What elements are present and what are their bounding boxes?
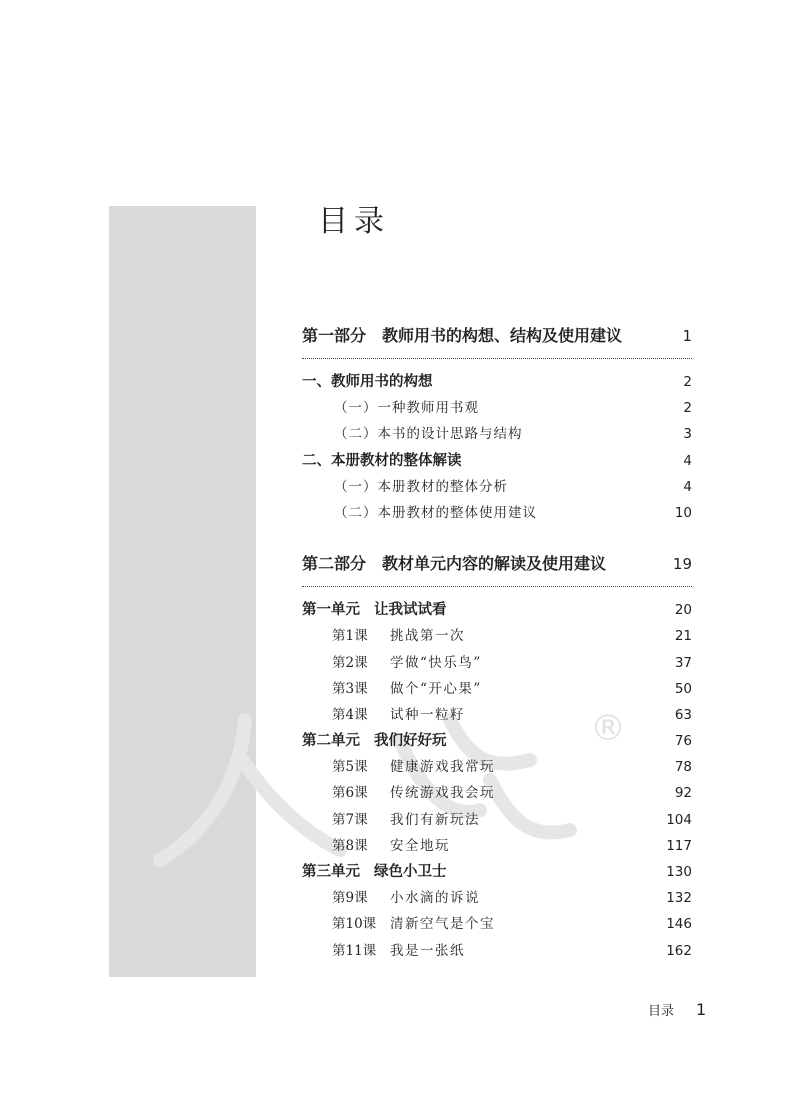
unit-label: 第三单元 [302,863,360,880]
part-label: 第二部分 [302,554,367,574]
lesson-title: 我是一张纸 [390,942,465,959]
toc-entry[interactable] [302,448,692,474]
entry-page: 4 [683,452,692,469]
toc-entry[interactable] [302,500,692,526]
entry-page: 130 [666,864,692,880]
toc-lesson[interactable] [302,780,692,806]
unit-label: 第一单元 [302,601,360,619]
toc-lesson[interactable] [302,623,692,649]
part-heading [302,320,622,352]
entry-page: 92 [674,785,692,802]
entry-page: 20 [674,602,692,619]
side-gray-band [109,206,256,977]
toc-unit[interactable] [302,728,692,754]
footer-page-number: 1 [696,1000,707,1019]
lesson-label: 第4课 [332,706,368,723]
toc-entry[interactable] [302,369,692,395]
lesson-label: 第1课 [332,628,368,645]
lesson-title: 试种一粒籽 [390,706,465,723]
toc-entry[interactable] [302,421,692,447]
part-page: 19 [672,555,692,574]
unit-title: 我们好好玩 [374,732,447,750]
part-title: 教材单元内容的解读及使用建议 [382,554,607,574]
lesson-title: 安全地玩 [390,837,450,854]
dotted-divider [302,358,692,359]
entry-page: 2 [683,374,692,390]
toc-lesson[interactable] [302,833,692,859]
lesson-title: 清新空气是个宝 [390,916,495,933]
entry-page: 37 [674,654,692,671]
lesson-label: 第3课 [332,680,368,697]
lesson-label: 第11课 [332,942,377,959]
entry-label: （一）本册教材的整体分析 [334,478,508,495]
entry-page: 21 [674,628,692,645]
entry-page: 117 [666,837,692,854]
entry-label: （二）本书的设计思路与结构 [334,426,523,443]
registered-mark: ® [590,708,626,749]
entry-page: 162 [666,942,692,959]
lesson-label: 第6课 [332,785,368,802]
entry-label: 一、教师用书的构想 [302,373,433,390]
lesson-label: 第8课 [332,837,368,854]
lesson-label: 第2课 [332,654,368,671]
unit-title: 让我试试看 [374,601,447,619]
toc-lesson[interactable] [302,650,692,676]
lesson-title: 传统游戏我会玩 [390,785,495,802]
lesson-title: 做个“开心果” [390,680,482,697]
dotted-divider [302,586,692,587]
toc-lesson[interactable] [302,754,692,780]
lesson-title: 健康游戏我常玩 [390,759,495,776]
toc-unit[interactable] [302,859,692,885]
entry-page: 132 [666,890,692,907]
entry-page: 3 [683,426,692,443]
page-footer [648,1000,706,1019]
part-heading [302,548,606,580]
part-label: 第一部分 [302,326,367,345]
part-title: 教师用书的构想、结构及使用建议 [382,326,623,345]
entry-page: 10 [674,504,692,521]
entry-label: （一）一种教师用书观 [334,400,479,417]
lesson-label: 第5课 [332,759,368,776]
entry-page: 76 [674,733,692,750]
entry-label: （二）本册教材的整体使用建议 [334,504,537,521]
toc-unit[interactable] [302,597,692,623]
toc-lesson[interactable] [302,911,692,937]
toc-lesson[interactable] [302,885,692,911]
entry-page: 104 [666,811,692,828]
lesson-title: 我们有新玩法 [390,811,480,828]
lesson-label: 第9课 [332,890,368,907]
toc-entry[interactable] [302,474,692,500]
unit-title: 绿色小卫士 [374,863,447,880]
entry-page: 63 [674,706,692,723]
lesson-title: 小水滴的诉说 [390,890,480,907]
toc-lesson[interactable] [302,807,692,833]
entry-page: 50 [674,680,692,697]
entry-label: 二、本册教材的整体解读 [302,451,462,469]
page-title: 目录 [318,204,390,239]
entry-page: 78 [674,759,692,776]
unit-label: 第二单元 [302,732,360,750]
toc-lesson[interactable] [302,702,692,728]
toc-lesson[interactable] [302,676,692,702]
table-of-contents [302,320,692,964]
toc-entry[interactable] [302,395,692,421]
part-page: 1 [682,327,692,345]
entry-page: 2 [683,400,692,417]
toc-part-2[interactable] [302,548,692,580]
footer-label: 目录 [648,1004,675,1019]
toc-part-1[interactable] [302,320,692,352]
lesson-title: 挑战第一次 [390,628,465,645]
entry-page: 146 [666,916,692,933]
lesson-title: 学做“快乐鸟” [390,654,482,671]
lesson-label: 第10课 [332,916,377,933]
toc-lesson[interactable] [302,938,692,964]
entry-page: 4 [683,478,692,495]
lesson-label: 第7课 [332,811,368,828]
